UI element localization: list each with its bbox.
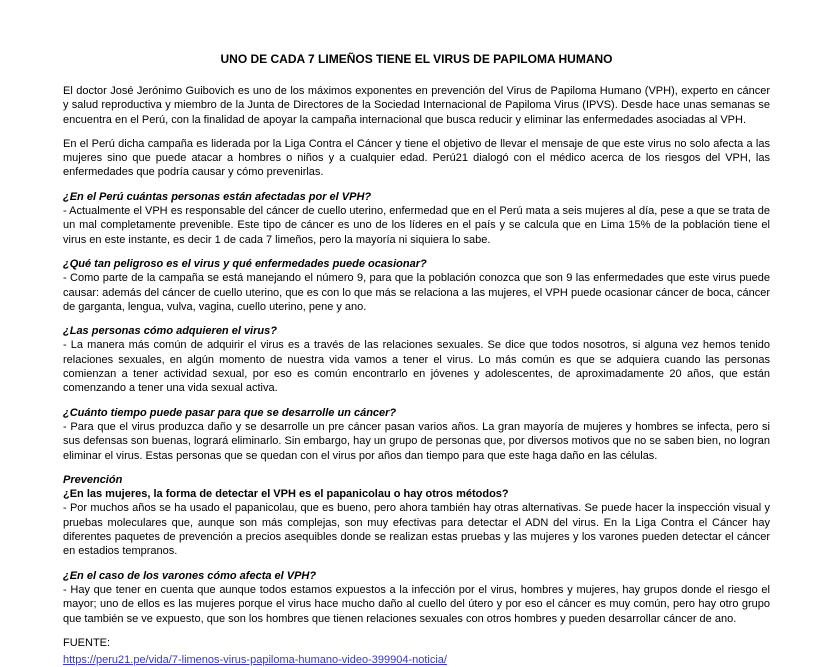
answer-paragraph: - Hay que tener en cuenta que aunque todos estamos expuestos a la infección por el virus, hombres y mujeres, hay grupos donde el riesgo el mayor; uno de ellos es las mujeres porque el virus hace mucho daño al cuello del útero y por eso el cáncer es muy común, pero hay otro grupo que también se ve expuesto, que son los hombres que tienen relaciones sexuales con otros hombres y pueden desarrollar cáncer de ano.	[63, 583, 770, 625]
question-heading: ¿Cuánto tiempo puede pasar para que se desarrolle un cáncer?	[63, 406, 397, 419]
source-link[interactable]: https://peru21.pe/vida/7-limenos-virus-papiloma-humano-video-399904-noticia/	[63, 654, 447, 667]
source-label: FUENTE:	[63, 636, 111, 649]
qa-section-4	[63, 406, 770, 463]
question-heading: ¿En el Perú cuántas personas están afectadas por el VPH?	[63, 190, 372, 203]
question-heading: ¿Qué tan peligroso es el virus y qué enfermedades puede ocasionar?	[63, 257, 427, 270]
qa-section-5	[63, 473, 770, 559]
question-heading: ¿En las mujeres, la forma de detectar el VPH es el papanicolau o hay otros métodos?	[63, 488, 509, 501]
intro-paragraph-1: El doctor José Jerónimo Guibovich es uno de los máximos exponentes en prevención del Virus de Papiloma Humano (VPH), experto en cáncer y salud reproductiva y miembro de la Junta de Directores de la Sociedad Internacional de Papiloma Virus (IPVS). Desde hace unas semanas se encuentra en el Perú, con la finalidad de apoyar la campaña internacional que busca reducir y eliminar las enfermedades asociadas al VPH.	[63, 85, 770, 126]
prevention-subheading: Prevención	[63, 473, 123, 486]
qa-section-6	[63, 569, 770, 626]
answer-paragraph: - Por muchos años se ha usado el papanicolau, que es bueno, pero ahora también hay otras alternativas. Se puede hacer la inspección visual y pruebas moleculares que, aunque son más complejas, son muy efectivas para detectar el ADN del virus. En la Liga Contra el Cáncer hay diferentes paquetes de prevención a precios asequibles donde se realizan estas pruebas y las mujeres y los varones pueden detectar el cáncer en estadios tempranos.	[63, 502, 770, 558]
question-heading: ¿Las personas cómo adquieren el virus?	[63, 325, 277, 338]
answer-paragraph: - Actualmente el VPH es responsable del cáncer de cuello uterino, enfermedad que en el Perú mata a seis mujeres al día, pese a que se trata de un mal completamente prevenible. Este tipo de cáncer es uno de los líderes en el país y se calcula que en Lima 15% de la población tiene el virus en este instante, es decir 1 de cada 7 limeños, pero la mayoría ni siquiera lo sabe.	[63, 205, 770, 246]
qa-section-1	[63, 190, 770, 247]
qa-section-2	[63, 257, 770, 314]
document-title: UNO DE CADA 7 LIMEÑOS TIENE EL VIRUS DE PAPILOMA HUMANO	[220, 52, 613, 66]
answer-paragraph: - La manera más común de adquirir el virus es a través de las relaciones sexuales. Se dice que todos nosotros, si alguna vez hemos tenido relaciones sexuales, en algún momento de nuestra vida vamos a tener el virus. Lo más común es que se adquiera cuando las personas comienzan a tener actividad sexual, por eso es común encontrarlo en jóvenes y adolescentes, de aproximadamente 20 años, que están comenzando a tener una vida sexual activa.	[63, 339, 770, 395]
answer-paragraph: - Para que el virus produzca daño y se desarrolle un pre cáncer pasan varios años. La gran mayoría de mujeres y hombres se infecta, pero si sus defensas son buenas, logrará eliminarlo. Sin embargo, hay un grupo de personas que, por diversos motivos que no se saben bien, no logran eliminar el virus. Estas personas que se quedan con el virus por años dan tiempo para que este haga daño en las células.	[63, 420, 770, 462]
qa-section-3	[63, 324, 770, 395]
intro-paragraph-2: En el Perú dicha campaña es liderada por la Liga Contra el Cáncer y tiene el objetivo de llevar el mensaje de que este virus no solo afecta a las mujeres sino que puede atacar a hombres o niños y a cualquier edad. Perú21 dialogó con el médico acerca de los riesgos del VPH, las enfermedades que podría causar y cómo prevenirlas.	[63, 137, 770, 179]
question-heading: ¿En el caso de los varones cómo afecta el VPH?	[63, 569, 317, 582]
source-block	[63, 636, 770, 667]
answer-paragraph: - Como parte de la campaña se está manejando el número 9, para que la población conozca que son 9 las enfermedades que este virus puede causar: además del cáncer de cuello uterino, que es con lo que más se relaciona a las mujeres, el VPH puede ocasionar cáncer de boca, cáncer de garganta, lengua, vulva, vagina, cuello uterino, pene y ano.	[63, 272, 770, 313]
